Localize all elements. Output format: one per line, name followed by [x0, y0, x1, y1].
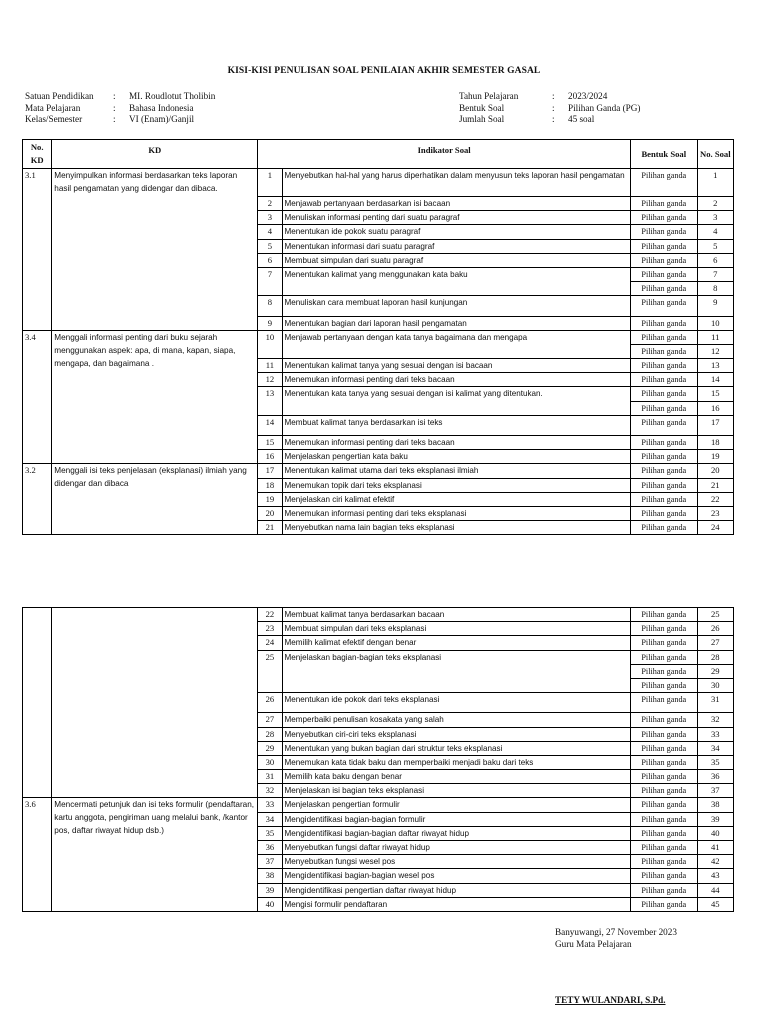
- meta-key: Bentuk Soal: [459, 102, 505, 113]
- bentuk-soal-cell: Pilihan ganda: [630, 330, 697, 344]
- meta-row: [25, 91, 215, 103]
- no-soal-cell: 2: [697, 197, 733, 211]
- kd-text: Menggali isi teks penjelasan (eksplanasi) ilmiah yang didengar dan dibaca: [52, 464, 258, 535]
- no-soal-cell: 5: [697, 239, 733, 253]
- meta-row: [25, 114, 215, 126]
- no-soal-cell: 40: [697, 826, 733, 840]
- no-soal-cell: 19: [697, 450, 733, 464]
- bentuk-soal-cell: Pilihan ganda: [630, 798, 697, 812]
- bentuk-soal-cell: Pilihan ganda: [630, 344, 697, 358]
- no-soal-cell: 31: [697, 693, 733, 713]
- indicator-number: 11: [258, 359, 282, 373]
- no-soal-cell: 21: [697, 478, 733, 492]
- meta-row: [25, 103, 215, 115]
- bentuk-soal-cell: Pilihan ganda: [630, 169, 697, 197]
- table-row: [23, 798, 734, 812]
- indicator-number: 22: [258, 608, 282, 622]
- indicator-number: 13: [258, 387, 282, 415]
- indicator-number: 4: [258, 225, 282, 239]
- no-soal-cell: 25: [697, 608, 733, 622]
- header-kd: KD: [52, 140, 258, 169]
- no-soal-cell: 6: [697, 253, 733, 267]
- bentuk-soal-cell: Pilihan ganda: [630, 812, 697, 826]
- bentuk-soal-cell: Pilihan ganda: [630, 608, 697, 622]
- no-soal-cell: 23: [697, 506, 733, 520]
- no-soal-cell: 7: [697, 267, 733, 281]
- no-soal-cell: 10: [697, 316, 733, 330]
- no-soal-cell: 30: [697, 678, 733, 692]
- indicator-number: 14: [258, 415, 282, 435]
- meta-key: Tahun Pelajaran: [459, 91, 519, 101]
- bentuk-soal-cell: Pilihan ganda: [630, 713, 697, 727]
- meta-left: [25, 91, 215, 126]
- bentuk-soal-cell: Pilihan ganda: [630, 883, 697, 897]
- indicator-text: Menemukan informasi penting dari teks bacaan: [282, 436, 630, 450]
- no-soal-cell: 8: [697, 282, 733, 296]
- indicator-number: 30: [258, 755, 282, 769]
- bentuk-soal-cell: Pilihan ganda: [630, 650, 697, 664]
- meta-value: Pilihan Ganda (PG): [568, 102, 641, 113]
- indicator-number: 23: [258, 622, 282, 636]
- kd-number: 3.6: [23, 798, 52, 912]
- bentuk-soal-cell: Pilihan ganda: [630, 478, 697, 492]
- header-indikator: Indikator Soal: [258, 140, 631, 169]
- indicator-number: 9: [258, 316, 282, 330]
- indicator-text: Menentukan kata tanya yang sesuai dengan isi kalimat yang ditentukan.: [282, 387, 630, 415]
- indicator-text: Menjawab pertanyaan dengan kata tanya bagaimana dan mengapa: [282, 330, 630, 358]
- meta-colon: :: [552, 102, 555, 113]
- bentuk-soal-cell: Pilihan ganda: [630, 664, 697, 678]
- indicator-number: 7: [258, 267, 282, 295]
- bentuk-soal-cell: Pilihan ganda: [630, 727, 697, 741]
- bentuk-soal-cell: Pilihan ganda: [630, 826, 697, 840]
- table-row: [23, 330, 734, 344]
- bentuk-soal-cell: Pilihan ganda: [630, 622, 697, 636]
- indicator-text: Mengidentifikasi bagian-bagian daftar riwayat hidup: [282, 826, 630, 840]
- no-soal-cell: 44: [697, 883, 733, 897]
- no-soal-cell: 28: [697, 650, 733, 664]
- kd-text: Menggali informasi penting dari buku sejarah menggunakan aspek: apa, di mana, kapan, siapa, mengapa, dan bagaimana .: [52, 330, 258, 464]
- no-soal-cell: 38: [697, 798, 733, 812]
- no-soal-cell: 34: [697, 741, 733, 755]
- indicator-number: 34: [258, 812, 282, 826]
- bentuk-soal-cell: Pilihan ganda: [630, 436, 697, 450]
- table-row: [23, 608, 734, 622]
- bentuk-soal-cell: Pilihan ganda: [630, 506, 697, 520]
- bentuk-soal-cell: Pilihan ganda: [630, 897, 697, 911]
- no-soal-cell: 45: [697, 897, 733, 911]
- indicator-number: 33: [258, 798, 282, 812]
- indicator-text: Menemukan kata tidak baku dan memperbaiki menjadi baku dari teks: [282, 755, 630, 769]
- no-soal-cell: 26: [697, 622, 733, 636]
- bentuk-soal-cell: Pilihan ganda: [630, 387, 697, 401]
- indicator-number: 15: [258, 436, 282, 450]
- indicator-text: Menentukan kalimat yang menggunakan kata baku: [282, 267, 630, 295]
- bentuk-soal-cell: Pilihan ganda: [630, 253, 697, 267]
- bentuk-soal-cell: Pilihan ganda: [630, 492, 697, 506]
- indicator-number: 17: [258, 464, 282, 478]
- indicator-number: 39: [258, 883, 282, 897]
- indicator-text: Menentukan kalimat tanya yang sesuai dengan isi bacaan: [282, 359, 630, 373]
- kisi-kisi-table-page-1: [22, 139, 734, 535]
- bentuk-soal-cell: Pilihan ganda: [630, 464, 697, 478]
- kd-text: Menyimpulkan informasi berdasarkan teks laporan hasil pengamatan yang didengar dan dibaca.: [52, 169, 258, 331]
- indicator-text: Menentukan ide pokok dari teks eksplanasi: [282, 693, 630, 713]
- bentuk-soal-cell: Pilihan ganda: [630, 225, 697, 239]
- indicator-number: 31: [258, 770, 282, 784]
- signature-date: Banyuwangi, 27 November 2023: [555, 927, 677, 937]
- indicator-text: Menyebutkan hal-hal yang harus diperhatikan dalam menyusun teks laporan hasil pengamatan: [282, 169, 630, 197]
- indicator-text: Memilih kata baku dengan benar: [282, 770, 630, 784]
- no-soal-cell: 24: [697, 521, 733, 535]
- indicator-number: 18: [258, 478, 282, 492]
- meta-value: 2023/2024: [568, 91, 608, 101]
- indicator-text: Mengisi formulir pendaftaran: [282, 897, 630, 911]
- indicator-text: Menentukan yang bukan bagian dari struktur teks eksplanasi: [282, 741, 630, 755]
- indicator-number: 20: [258, 506, 282, 520]
- indicator-text: Menjelaskan bagian-bagian teks eksplanasi: [282, 650, 630, 693]
- bentuk-soal-cell: Pilihan ganda: [630, 211, 697, 225]
- indicator-text: Memperbaiki penulisan kosakata yang salah: [282, 713, 630, 727]
- indicator-text: Menjawab pertanyaan berdasarkan isi bacaan: [282, 197, 630, 211]
- indicator-number: 40: [258, 897, 282, 911]
- indicator-number: 28: [258, 727, 282, 741]
- no-soal-cell: 33: [697, 727, 733, 741]
- meta-row: [459, 91, 640, 103]
- no-soal-cell: 20: [697, 464, 733, 478]
- indicator-text: Menyebutkan ciri-ciri teks eksplanasi: [282, 727, 630, 741]
- indicator-number: 21: [258, 521, 282, 535]
- indicator-number: 5: [258, 239, 282, 253]
- indicator-number: 2: [258, 197, 282, 211]
- bentuk-soal-cell: Pilihan ganda: [630, 316, 697, 330]
- indicator-text: Menyebutkan fungsi daftar riwayat hidup: [282, 841, 630, 855]
- no-soal-cell: 14: [697, 373, 733, 387]
- no-soal-cell: 36: [697, 770, 733, 784]
- indicator-text: Mengidentifikasi bagian-bagian formulir: [282, 812, 630, 826]
- no-soal-cell: 22: [697, 492, 733, 506]
- bentuk-soal-cell: Pilihan ganda: [630, 373, 697, 387]
- indicator-number: 16: [258, 450, 282, 464]
- no-soal-cell: 42: [697, 855, 733, 869]
- indicator-text: Memilih kalimat efektif dengan benar: [282, 636, 630, 650]
- meta-key: Satuan Pendidikan: [25, 91, 94, 101]
- no-soal-cell: 29: [697, 664, 733, 678]
- meta-right: [459, 91, 640, 126]
- no-soal-cell: 4: [697, 225, 733, 239]
- bentuk-soal-cell: Pilihan ganda: [630, 267, 697, 281]
- indicator-number: 3: [258, 211, 282, 225]
- indicator-number: 10: [258, 330, 282, 358]
- no-soal-cell: 35: [697, 755, 733, 769]
- no-soal-cell: 3: [697, 211, 733, 225]
- meta-key: Mata Pelajaran: [25, 102, 81, 113]
- meta-value: VI (Enam)/Ganjil: [129, 114, 195, 124]
- bentuk-soal-cell: Pilihan ganda: [630, 197, 697, 211]
- meta-value: MI. Roudlotut Tholibin: [129, 91, 216, 101]
- kisi-kisi-table-page-2: [22, 607, 734, 912]
- indicator-text: Menemukan topik dari teks eksplanasi: [282, 478, 630, 492]
- indicator-text: Mengidentifikasi pengertian daftar riwayat hidup: [282, 883, 630, 897]
- kd-number: 3.4: [23, 330, 52, 464]
- document-title: KISI-KISI PENULISAN SOAL PENILAIAN AKHIR SEMESTER GASAL: [227, 66, 541, 76]
- indicator-text: Membuat simpulan dari suatu paragraf: [282, 253, 630, 267]
- table-row: [23, 464, 734, 478]
- indicator-number: 6: [258, 253, 282, 267]
- bentuk-soal-cell: Pilihan ganda: [630, 521, 697, 535]
- header-bentuk-soal: Bentuk Soal: [630, 140, 697, 169]
- bentuk-soal-cell: Pilihan ganda: [630, 741, 697, 755]
- indicator-text: Menyebutkan nama lain bagian teks eksplanasi: [282, 521, 630, 535]
- meta-row: [459, 114, 640, 126]
- signature-name: TETY WULANDARI, S.Pd.: [555, 995, 666, 1005]
- no-soal-cell: 43: [697, 869, 733, 883]
- header-no-soal: No. Soal: [697, 140, 733, 169]
- indicator-number: 25: [258, 650, 282, 693]
- signature-role: Guru Mata Pelajaran: [555, 939, 632, 949]
- no-soal-cell: 1: [697, 169, 733, 197]
- indicator-text: Mengidentifikasi bagian-bagian wesel pos: [282, 869, 630, 883]
- bentuk-soal-cell: Pilihan ganda: [630, 401, 697, 415]
- indicator-text: Menuliskan informasi penting dari suatu paragraf: [282, 211, 630, 225]
- meta-colon: :: [552, 114, 555, 124]
- meta-value: 45 soal: [568, 114, 595, 124]
- indicator-text: Membuat kalimat tanya berdasarkan isi teks: [282, 415, 630, 435]
- no-soal-cell: 27: [697, 636, 733, 650]
- indicator-number: 29: [258, 741, 282, 755]
- indicator-text: Menemukan informasi penting dari teks eksplanasi: [282, 506, 630, 520]
- indicator-text: Menemukan informasi penting dari teks bacaan: [282, 373, 630, 387]
- bentuk-soal-cell: Pilihan ganda: [630, 636, 697, 650]
- indicator-text: Menjelaskan pengertian formulir: [282, 798, 630, 812]
- bentuk-soal-cell: Pilihan ganda: [630, 841, 697, 855]
- bentuk-soal-cell: Pilihan ganda: [630, 359, 697, 373]
- indicator-number: 24: [258, 636, 282, 650]
- meta-key: Kelas/Semester: [25, 114, 83, 124]
- bentuk-soal-cell: Pilihan ganda: [630, 755, 697, 769]
- meta-colon: :: [113, 114, 116, 124]
- no-soal-cell: 32: [697, 713, 733, 727]
- bentuk-soal-cell: Pilihan ganda: [630, 770, 697, 784]
- meta-colon: :: [113, 91, 116, 101]
- no-soal-cell: 15: [697, 387, 733, 401]
- indicator-number: 32: [258, 784, 282, 798]
- kd-text: [52, 608, 258, 798]
- meta-colon: :: [552, 91, 555, 101]
- meta-key: Jumlah Soal: [459, 114, 505, 124]
- bentuk-soal-cell: Pilihan ganda: [630, 450, 697, 464]
- indicator-text: Menyebutkan fungsi wesel pos: [282, 855, 630, 869]
- indicator-number: 12: [258, 373, 282, 387]
- indicator-number: 38: [258, 869, 282, 883]
- indicator-text: Menentukan ide pokok suatu paragraf: [282, 225, 630, 239]
- indicator-text: Menentukan informasi dari suatu paragraf: [282, 239, 630, 253]
- indicator-number: 26: [258, 693, 282, 713]
- no-soal-cell: 11: [697, 330, 733, 344]
- no-soal-cell: 12: [697, 344, 733, 358]
- no-soal-cell: 16: [697, 401, 733, 415]
- bentuk-soal-cell: Pilihan ganda: [630, 693, 697, 713]
- meta-value: Bahasa Indonesia: [129, 102, 194, 113]
- indicator-text: Membuat simpulan dari teks eksplanasi: [282, 622, 630, 636]
- kd-text: Mencermati petunjuk dan isi teks formulir (pendaftaran, kartu anggota, pengiriman uang melalui bank, /kantor pos, daftar riwayat hidup dsb.): [52, 798, 258, 912]
- indicator-number: 36: [258, 841, 282, 855]
- indicator-number: 37: [258, 855, 282, 869]
- indicator-number: 1: [258, 169, 282, 197]
- bentuk-soal-cell: Pilihan ganda: [630, 296, 697, 316]
- kd-number: [23, 608, 52, 798]
- bentuk-soal-cell: Pilihan ganda: [630, 869, 697, 883]
- no-soal-cell: 17: [697, 415, 733, 435]
- meta-colon: :: [113, 102, 116, 113]
- bentuk-soal-cell: Pilihan ganda: [630, 855, 697, 869]
- bentuk-soal-cell: Pilihan ganda: [630, 784, 697, 798]
- bentuk-soal-cell: Pilihan ganda: [630, 239, 697, 253]
- indicator-text: Menuliskan cara membuat laporan hasil kunjungan: [282, 296, 630, 316]
- indicator-text: Menentukan kalimat utama dari teks eksplanasi ilmiah: [282, 464, 630, 478]
- table-row: [23, 169, 734, 197]
- indicator-number: 27: [258, 713, 282, 727]
- indicator-text: Menjelaskan ciri kalimat efektif: [282, 492, 630, 506]
- indicator-number: 35: [258, 826, 282, 840]
- header-no-kd: No. KD: [23, 140, 52, 169]
- bentuk-soal-cell: Pilihan ganda: [630, 415, 697, 435]
- meta-row: [459, 103, 640, 115]
- no-soal-cell: 37: [697, 784, 733, 798]
- no-soal-cell: 9: [697, 296, 733, 316]
- indicator-text: Membuat kalimat tanya berdasarkan bacaan: [282, 608, 630, 622]
- no-soal-cell: 39: [697, 812, 733, 826]
- kd-number: 3.1: [23, 169, 52, 331]
- kd-number: 3.2: [23, 464, 52, 535]
- indicator-text: Menjelaskan pengertian kata baku: [282, 450, 630, 464]
- no-soal-cell: 41: [697, 841, 733, 855]
- bentuk-soal-cell: Pilihan ganda: [630, 678, 697, 692]
- indicator-number: 8: [258, 296, 282, 316]
- no-soal-cell: 18: [697, 436, 733, 450]
- indicator-number: 19: [258, 492, 282, 506]
- bentuk-soal-cell: Pilihan ganda: [630, 282, 697, 296]
- indicator-text: Menentukan bagian dari laporan hasil pengamatan: [282, 316, 630, 330]
- no-soal-cell: 13: [697, 359, 733, 373]
- indicator-text: Menjelaskan isi bagian teks eksplanasi: [282, 784, 630, 798]
